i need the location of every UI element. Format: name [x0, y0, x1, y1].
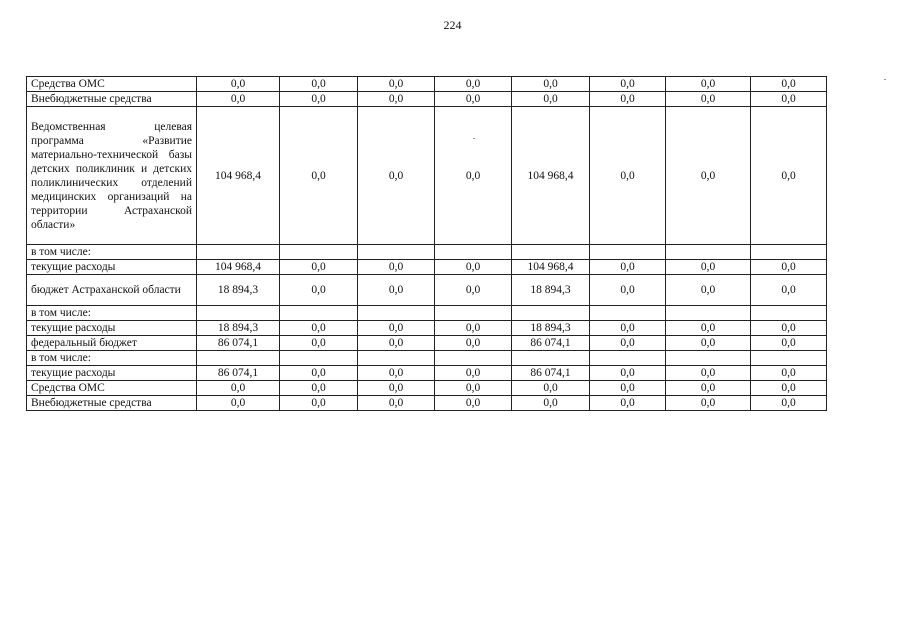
- value-cell: 0,0: [590, 275, 666, 306]
- value-cell: [512, 351, 590, 366]
- value-cell: 0,0: [590, 381, 666, 396]
- table-row: [27, 275, 827, 306]
- value-cell: 0,0: [751, 275, 827, 306]
- value-cell: [590, 245, 666, 260]
- value-cell: 0,0: [666, 260, 751, 275]
- table-row: [27, 351, 827, 366]
- value-cell: 0,0: [666, 77, 751, 92]
- value-cell: 0,0: [280, 321, 358, 336]
- value-cell: 0,0: [590, 336, 666, 351]
- value-cell: 104 968,4: [512, 107, 590, 245]
- value-cell: [435, 351, 512, 366]
- table-row: [27, 92, 827, 107]
- value-cell: 0,0: [751, 107, 827, 245]
- value-cell: 0,0: [512, 77, 590, 92]
- value-cell: [590, 306, 666, 321]
- value-cell: [280, 245, 358, 260]
- value-cell: 0,0: [512, 381, 590, 396]
- value-cell: 0,0: [435, 396, 512, 411]
- value-cell: 0,0: [666, 366, 751, 381]
- value-cell: [590, 351, 666, 366]
- scan-speck: [884, 79, 886, 80]
- value-cell: 0,0: [280, 381, 358, 396]
- value-cell: [197, 306, 280, 321]
- value-cell: 0,0: [666, 107, 751, 245]
- value-cell: 0,0: [435, 381, 512, 396]
- value-cell: 0,0: [435, 92, 512, 107]
- value-cell: 86 074,1: [197, 336, 280, 351]
- value-cell: 0,0: [280, 77, 358, 92]
- row-label: Ведомственная целевая программа «Развитие материально-технической базы детских поликлиник и детских поликлинических отделений медицинских организаций на территории Астраханской области»: [27, 107, 197, 245]
- table-body: [27, 77, 827, 411]
- value-cell: 0,0: [358, 107, 435, 245]
- value-cell: [512, 306, 590, 321]
- value-cell: [666, 306, 751, 321]
- value-cell: [666, 351, 751, 366]
- value-cell: [512, 245, 590, 260]
- value-cell: 0,0: [435, 366, 512, 381]
- value-cell: 0,0: [751, 260, 827, 275]
- value-cell: 0,0: [666, 396, 751, 411]
- value-cell: 0,0: [666, 381, 751, 396]
- value-cell: 0,0: [358, 77, 435, 92]
- value-cell: 0,0: [197, 92, 280, 107]
- value-cell: 0,0: [280, 396, 358, 411]
- value-cell: 0,0: [666, 92, 751, 107]
- value-cell: 18 894,3: [512, 275, 590, 306]
- table-row: [27, 107, 827, 245]
- row-label: Средства ОМС: [27, 381, 197, 396]
- value-cell: 0,0: [280, 366, 358, 381]
- table-row: [27, 245, 827, 260]
- value-cell: 0,0: [197, 381, 280, 396]
- value-cell: 104 968,4: [512, 260, 590, 275]
- value-cell: 0,0: [512, 396, 590, 411]
- value-cell: 0,0: [590, 107, 666, 245]
- value-cell: 18 894,3: [197, 321, 280, 336]
- table-row: [27, 260, 827, 275]
- value-cell: 0,0: [751, 92, 827, 107]
- value-cell: 0,0: [358, 321, 435, 336]
- value-cell: [358, 245, 435, 260]
- value-cell: 104 968,4: [197, 260, 280, 275]
- row-label: Внебюджетные средства: [27, 396, 197, 411]
- value-cell: 0,0: [435, 77, 512, 92]
- value-cell: 0,0: [280, 336, 358, 351]
- value-cell: 18 894,3: [197, 275, 280, 306]
- value-cell: [197, 351, 280, 366]
- value-cell: 0,0: [358, 275, 435, 306]
- value-cell: 0,0: [435, 336, 512, 351]
- value-cell: [280, 351, 358, 366]
- value-cell: [358, 306, 435, 321]
- value-cell: 0,0: [666, 275, 751, 306]
- table-row: [27, 306, 827, 321]
- row-label: текущие расходы: [27, 366, 197, 381]
- value-cell: 0,0: [590, 260, 666, 275]
- value-cell: 0,0: [751, 396, 827, 411]
- value-cell: [751, 351, 827, 366]
- value-cell: 0,0: [358, 381, 435, 396]
- value-cell: 86 074,1: [512, 366, 590, 381]
- value-cell: [280, 306, 358, 321]
- value-cell: 0,0: [197, 396, 280, 411]
- value-cell: 0,0: [590, 366, 666, 381]
- value-cell: 0,0: [358, 366, 435, 381]
- table-row: [27, 321, 827, 336]
- scan-speck: [473, 138, 475, 139]
- table-row: [27, 336, 827, 351]
- value-cell: 0,0: [280, 107, 358, 245]
- budget-table-wrapper: [26, 76, 827, 411]
- value-cell: 0,0: [590, 396, 666, 411]
- table-row: [27, 396, 827, 411]
- row-label: текущие расходы: [27, 321, 197, 336]
- value-cell: 18 894,3: [512, 321, 590, 336]
- value-cell: [751, 306, 827, 321]
- value-cell: 0,0: [435, 260, 512, 275]
- value-cell: 0,0: [666, 336, 751, 351]
- row-label: текущие расходы: [27, 260, 197, 275]
- value-cell: 0,0: [751, 336, 827, 351]
- row-label: в том числе:: [27, 306, 197, 321]
- value-cell: 104 968,4: [197, 107, 280, 245]
- table-row: [27, 366, 827, 381]
- value-cell: [751, 245, 827, 260]
- value-cell: 0,0: [358, 336, 435, 351]
- row-label: в том числе:: [27, 351, 197, 366]
- value-cell: [435, 306, 512, 321]
- page-number: 224: [443, 18, 462, 32]
- value-cell: 0,0: [751, 321, 827, 336]
- value-cell: 0,0: [280, 92, 358, 107]
- value-cell: 0,0: [590, 92, 666, 107]
- value-cell: [435, 245, 512, 260]
- value-cell: 0,0: [435, 107, 512, 245]
- value-cell: 86 074,1: [512, 336, 590, 351]
- value-cell: 86 074,1: [197, 366, 280, 381]
- row-label: Внебюджетные средства: [27, 92, 197, 107]
- value-cell: [197, 245, 280, 260]
- value-cell: 0,0: [280, 260, 358, 275]
- value-cell: 0,0: [751, 366, 827, 381]
- row-label: бюджет Астраханской области: [27, 275, 197, 306]
- value-cell: [666, 245, 751, 260]
- value-cell: 0,0: [751, 77, 827, 92]
- value-cell: 0,0: [590, 321, 666, 336]
- table-row: [27, 77, 827, 92]
- value-cell: 0,0: [358, 396, 435, 411]
- table-row: [27, 381, 827, 396]
- value-cell: 0,0: [280, 275, 358, 306]
- value-cell: 0,0: [666, 321, 751, 336]
- value-cell: 0,0: [435, 275, 512, 306]
- value-cell: 0,0: [358, 260, 435, 275]
- value-cell: [358, 351, 435, 366]
- value-cell: 0,0: [590, 77, 666, 92]
- value-cell: 0,0: [435, 321, 512, 336]
- value-cell: 0,0: [751, 381, 827, 396]
- value-cell: 0,0: [512, 92, 590, 107]
- row-label: Средства ОМС: [27, 77, 197, 92]
- value-cell: 0,0: [197, 77, 280, 92]
- value-cell: 0,0: [358, 92, 435, 107]
- row-label: федеральный бюджет: [27, 336, 197, 351]
- row-label: в том числе:: [27, 245, 197, 260]
- budget-table: [26, 76, 827, 411]
